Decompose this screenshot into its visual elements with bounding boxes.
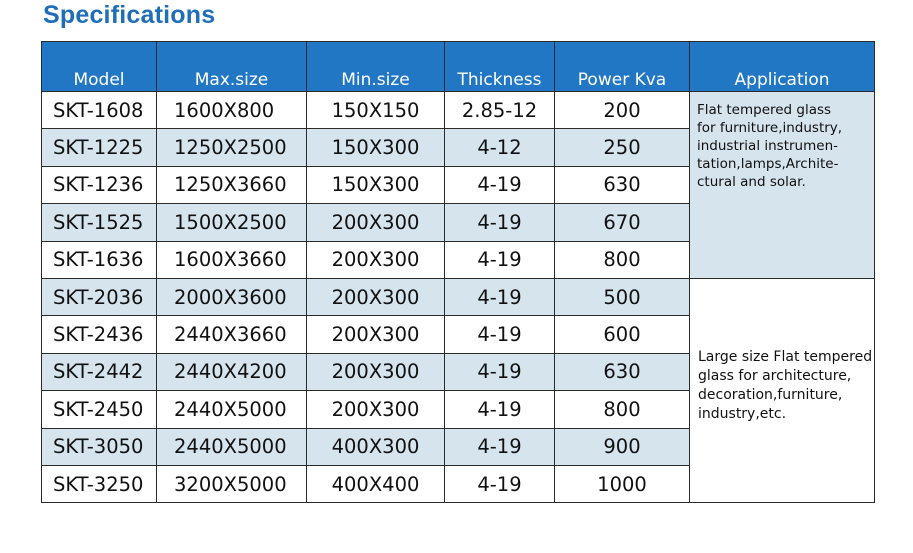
thickness-cell: 4-19 bbox=[445, 316, 555, 353]
power-cell: 1000 bbox=[555, 465, 690, 502]
max-size-cell: 1250X3660 bbox=[157, 166, 307, 203]
min-size-cell: 200X300 bbox=[307, 204, 445, 241]
header-thickness: Thickness bbox=[445, 42, 555, 92]
model-cell: SKT-3050 bbox=[42, 428, 157, 465]
max-size-cell: 1600X800 bbox=[157, 92, 307, 129]
model-cell: SKT-1525 bbox=[42, 204, 157, 241]
application-line: ctural and solar. bbox=[697, 174, 806, 190]
max-size-cell: 1600X3660 bbox=[157, 241, 307, 278]
power-cell: 800 bbox=[555, 241, 690, 278]
thickness-cell: 4-19 bbox=[445, 204, 555, 241]
power-cell: 600 bbox=[555, 316, 690, 353]
model-cell: SKT-2036 bbox=[42, 278, 157, 315]
thickness-cell: 2.85-12 bbox=[445, 92, 555, 129]
application-line: for furniture,industry, bbox=[697, 120, 843, 136]
min-size-cell: 200X300 bbox=[307, 241, 445, 278]
application-line: tation,lamps,Archite- bbox=[697, 156, 839, 172]
specifications-table bbox=[41, 41, 875, 503]
power-cell: 630 bbox=[555, 166, 690, 203]
application-line: Flat tempered glass bbox=[697, 102, 832, 118]
header-application: Application bbox=[690, 42, 875, 92]
thickness-cell: 4-19 bbox=[445, 241, 555, 278]
power-cell: 250 bbox=[555, 129, 690, 166]
power-cell: 500 bbox=[555, 278, 690, 315]
table-row bbox=[42, 92, 875, 129]
thickness-cell: 4-19 bbox=[445, 166, 555, 203]
min-size-cell: 200X300 bbox=[307, 353, 445, 390]
max-size-cell: 3200X5000 bbox=[157, 465, 307, 502]
max-size-cell: 2000X3600 bbox=[157, 278, 307, 315]
model-cell: SKT-2436 bbox=[42, 316, 157, 353]
power-cell: 670 bbox=[555, 204, 690, 241]
header-model: Model bbox=[42, 42, 157, 92]
application-line: industrial instrumen- bbox=[697, 138, 838, 154]
model-cell: SKT-3250 bbox=[42, 465, 157, 502]
application-line: decoration,furniture, bbox=[698, 386, 843, 403]
min-size-cell: 150X150 bbox=[307, 92, 445, 129]
application-line: Large size Flat tempered bbox=[698, 348, 873, 365]
max-size-cell: 2440X5000 bbox=[157, 428, 307, 465]
power-cell: 200 bbox=[555, 92, 690, 129]
page-title: Specifications bbox=[43, 1, 216, 29]
model-cell: SKT-1608 bbox=[42, 92, 157, 129]
min-size-cell: 200X300 bbox=[307, 391, 445, 428]
application-cell-large bbox=[690, 278, 875, 502]
thickness-cell: 4-19 bbox=[445, 391, 555, 428]
thickness-cell: 4-19 bbox=[445, 278, 555, 315]
thickness-cell: 4-12 bbox=[445, 129, 555, 166]
min-size-cell: 200X300 bbox=[307, 316, 445, 353]
model-cell: SKT-2450 bbox=[42, 391, 157, 428]
max-size-cell: 2440X5000 bbox=[157, 391, 307, 428]
model-cell: SKT-1236 bbox=[42, 166, 157, 203]
min-size-cell: 150X300 bbox=[307, 166, 445, 203]
header-min-size: Min.size bbox=[307, 42, 445, 92]
model-cell: SKT-1225 bbox=[42, 129, 157, 166]
thickness-cell: 4-19 bbox=[445, 428, 555, 465]
min-size-cell: 150X300 bbox=[307, 129, 445, 166]
min-size-cell: 400X300 bbox=[307, 428, 445, 465]
max-size-cell: 2440X3660 bbox=[157, 316, 307, 353]
table-header-row bbox=[42, 42, 875, 92]
application-line: glass for architecture, bbox=[698, 367, 852, 384]
power-cell: 900 bbox=[555, 428, 690, 465]
model-cell: SKT-1636 bbox=[42, 241, 157, 278]
power-cell: 630 bbox=[555, 353, 690, 390]
max-size-cell: 1500X2500 bbox=[157, 204, 307, 241]
max-size-cell: 1250X2500 bbox=[157, 129, 307, 166]
application-line: industry,etc. bbox=[698, 405, 787, 422]
header-max-size: Max.size bbox=[157, 42, 307, 92]
min-size-cell: 400X400 bbox=[307, 465, 445, 502]
thickness-cell: 4-19 bbox=[445, 353, 555, 390]
power-cell: 800 bbox=[555, 391, 690, 428]
table-row bbox=[42, 278, 875, 315]
model-cell: SKT-2442 bbox=[42, 353, 157, 390]
header-power-kva: Power Kva bbox=[555, 42, 690, 92]
max-size-cell: 2440X4200 bbox=[157, 353, 307, 390]
thickness-cell: 4-19 bbox=[445, 465, 555, 502]
application-cell-small bbox=[690, 92, 875, 279]
min-size-cell: 200X300 bbox=[307, 278, 445, 315]
